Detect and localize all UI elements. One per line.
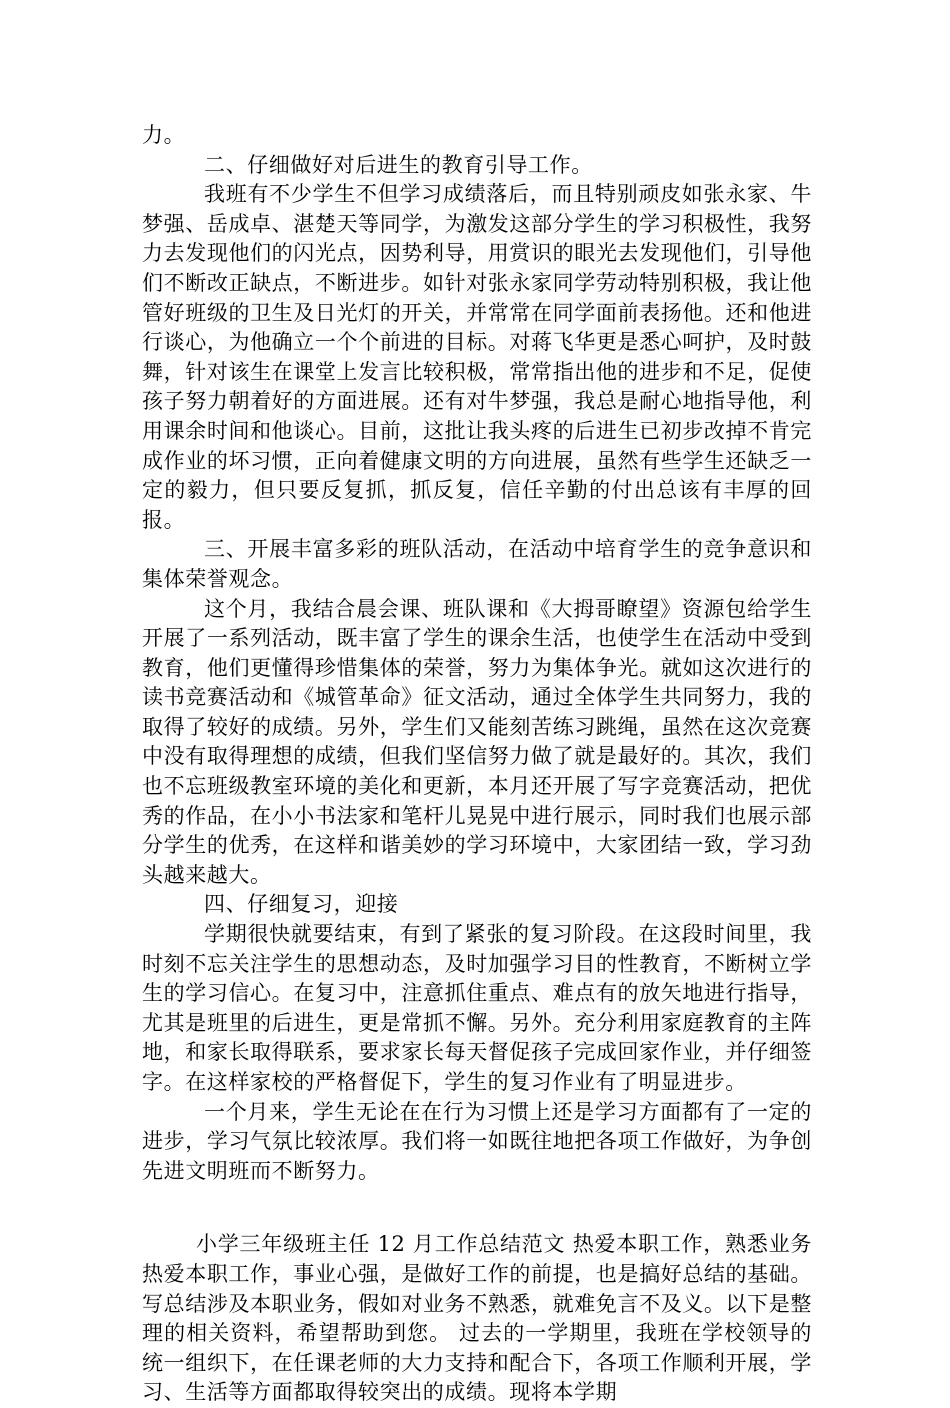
section-heading-three: 三、开展丰富多彩的班队活动，在活动中培育学生的竞争意识和集体荣誉观念。	[142, 537, 812, 591]
section-heading-four: 四、仔细复习，迎接	[204, 892, 399, 917]
paragraph-backward-students: 我班有不少学生不但学习成绩落后，而且特别顽皮如张永家、牛梦强、岳成卓、湛楚天等同学，为激发这部分学生的学习积极性，我努力去发现他们的闪光点，因势利导，用赏识的眼光去发现他们，引导他们不断改正缺点，不断进步。如针对张永家同学劳动特别积极，我让他管好班级的卫生及日光灯的开关，并常常在同学面前表扬他。还和他进行谈心，为他确立一个个前进的目标。对蒋飞华更是悉心呵护，及时鼓舞，针对该生在课堂上发言比较积极，常常指出他的进步和不足，促使孩子努力朝着好的方面进展。还有对牛梦强，我总是耐心地指导他，利用课余时间和他谈心。目前，这批让我头疼的后进生已初步改掉不肯完成作业的坏习惯，正向着健康文明的方向进展，虽然有些学生还缺乏一定的毅力，但只要反复抓，抓反复，信任辛勤的付出总该有丰厚的回报。	[142, 182, 812, 532]
paragraph-second-article: 小学三年级班主任 12 月工作总结范文 热爱本职工作，熟悉业务热爱本职工作，事业心强，是做好工作的前提，也是搞好总结的基础。写总结涉及本职业务，假如对业务不熟悉，就难免言不及义。以下是整理的相关资料，希望帮助到您。 过去的一学期里，我班在学校领导的统一组织下，在任课老师的大力支持和配合下，各项工作顺利开展，学习、生活等方面都取得较突出的成绩。现将本学期	[142, 1232, 812, 1405]
paragraph-continuation: 力。	[142, 123, 186, 147]
section-heading-two: 二、仔细做好对后进生的教育引导工作。	[204, 152, 593, 177]
paragraph-review: 学期很快就要结束，有到了紧张的复习阶段。在这段时间里，我时刻不忘关注学生的思想动态，及时加强学习目的性教育，不断树立学生的学习信心。在复习中，注意抓住重点、难点有的放矢地进行指导，尤其是班里的后进生，更是常抓不懈。另外。充分利用家庭教育的主阵地，和家长取得联系，要求家长每天督促孩子完成回家作业，并仔细签字。在这样家校的严格督促下，学生的复习作业有了明显进步。	[142, 922, 812, 1094]
paragraph-conclusion: 一个月来，学生无论在在行为习惯上还是学习方面都有了一定的进步，学习气氛比较浓厚。我们将一如既往地把各项工作做好，为争创先进文明班而不断努力。	[142, 1099, 812, 1183]
paragraph-spacer	[142, 1186, 812, 1230]
document-body	[142, 121, 812, 1408]
paragraph-class-activities: 这个月，我结合晨会课、班队课和《大拇哥瞭望》资源包给学生开展了一系列活动，既丰富了学生的课余生活，也使学生在活动中受到教育，他们更懂得珍惜集体的荣誉，努力为集体争光。就如这次进行的读书竞赛活动和《城管革命》征文活动，通过全体学生共同努力，我的取得了较好的成绩。另外，学生们又能刻苦练习跳绳，虽然在这次竞赛中没有取得理想的成绩，但我们坚信努力做了就是最好的。其次，我们也不忘班级教室环境的美化和更新，本月还开展了写字竞赛活动，把优秀的作品，在小小书法家和笔杆儿晃晃中进行展示，同时我们也展示部分学生的优秀，在这样和谐美妙的学习环境中，大家团结一致，学习劲头越来越大。	[142, 596, 812, 887]
